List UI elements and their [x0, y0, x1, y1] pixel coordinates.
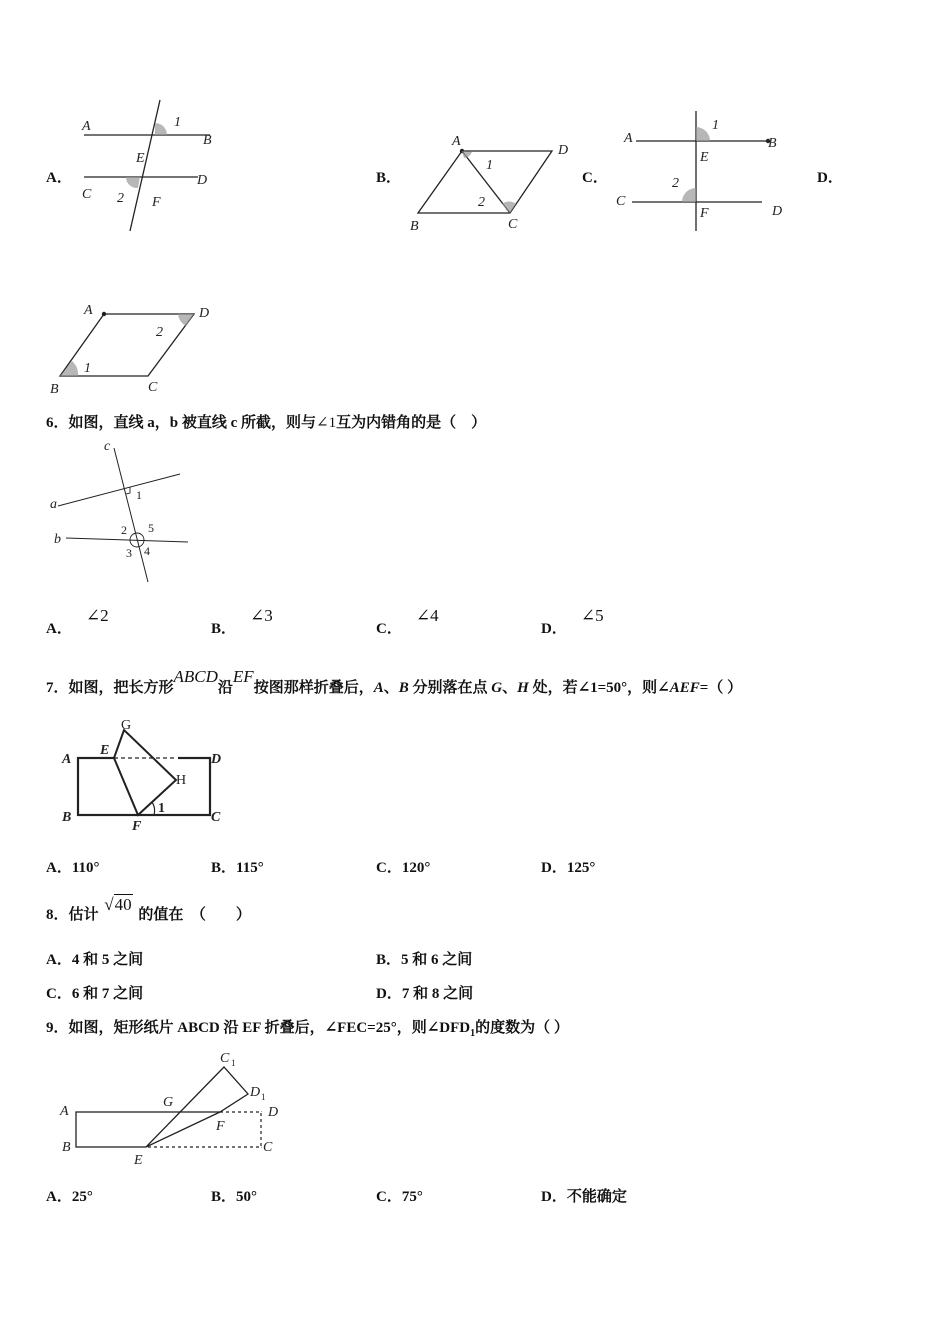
q5-option-b-label: B． [376, 170, 402, 186]
svg-text:B: B [768, 136, 777, 151]
svg-text:a: a [50, 497, 57, 512]
svg-text:4: 4 [144, 544, 150, 558]
q8-option-a: A．4 和 5 之间 [46, 952, 144, 968]
svg-text:1: 1 [231, 1058, 236, 1068]
q8-question: 8．估计 √40 的值在 （ ） [46, 895, 251, 923]
svg-text:A: A [62, 752, 72, 767]
svg-text:D: D [772, 204, 783, 219]
sqrt-expression: √40 [104, 895, 132, 914]
q9-option-b: B．50° [211, 1189, 258, 1205]
svg-text:G: G [121, 718, 132, 733]
sqrt-sign: √ [104, 895, 114, 914]
q7-option-b: B．115° [211, 860, 264, 876]
svg-text:1: 1 [261, 1092, 266, 1102]
svg-text:E: E [100, 743, 110, 758]
q8-option-c: C．6 和 7 之间 [46, 986, 144, 1002]
svg-text:C: C [616, 194, 626, 209]
svg-text:2: 2 [156, 325, 163, 340]
q7-figure [56, 714, 236, 836]
q5-figure-a [70, 95, 230, 235]
svg-text:1: 1 [136, 488, 142, 502]
svg-text:F: F [216, 1119, 225, 1134]
q9-option-a: A．25° [46, 1189, 93, 1205]
svg-text:3: 3 [126, 546, 132, 560]
svg-text:D: D [250, 1085, 261, 1100]
svg-text:1: 1 [174, 115, 181, 130]
q5-option-d-label: D． [817, 170, 843, 186]
svg-text:F: F [132, 819, 142, 834]
svg-text:A: A [452, 134, 461, 149]
svg-text:1: 1 [486, 158, 493, 173]
svg-text:D: D [211, 752, 222, 767]
svg-text:1: 1 [158, 801, 165, 816]
svg-text:A: A [60, 1104, 69, 1119]
svg-text:2: 2 [121, 523, 127, 537]
svg-text:E: E [136, 151, 145, 166]
q6-figure [46, 436, 206, 586]
svg-text:C: C [220, 1051, 230, 1066]
svg-text:E: E [134, 1153, 143, 1168]
svg-text:C: C [508, 217, 518, 232]
svg-text:c: c [104, 439, 111, 454]
svg-text:2: 2 [117, 191, 124, 206]
svg-text:F: F [152, 195, 161, 210]
svg-text:D: D [268, 1105, 279, 1120]
svg-text:A: A [84, 303, 93, 318]
q9-option-d: D．不能确定 [541, 1189, 627, 1205]
svg-text:F: F [700, 206, 709, 221]
svg-text:B: B [62, 1140, 71, 1155]
svg-text:B: B [410, 219, 419, 234]
svg-text:D: D [197, 173, 208, 188]
svg-text:A: A [624, 131, 633, 146]
q5-figure-d [44, 298, 224, 398]
q9-option-c: C．75° [376, 1189, 423, 1205]
q6-option-b: B．∠3 [211, 606, 273, 637]
q7-question: 7．如图，把长方形ABCD沿EF按图那样折叠后，A、B 分别落在点 G、H 处，若∠1=50°，则∠AEF=（ ） [46, 667, 743, 696]
svg-text:D: D [199, 306, 210, 321]
svg-text:B: B [62, 810, 72, 825]
q8-option-b: B．5 和 6 之间 [376, 952, 473, 968]
q6-option-d: D．∠5 [541, 606, 604, 637]
q5-figure-b [402, 128, 582, 238]
q5-option-a-label: A． [46, 170, 72, 186]
q6-question: 6．如图，直线 a，b 被直线 c 所截，则与∠1互为内错角的是（ ） [46, 415, 487, 431]
svg-text:H: H [176, 773, 187, 788]
svg-text:G: G [163, 1095, 174, 1110]
svg-text:E: E [700, 150, 709, 165]
q6-option-a: A．∠2 [46, 606, 109, 637]
svg-text:C: C [263, 1140, 273, 1155]
q9-question: 9．如图，矩形纸片 ABCD 沿 EF 折叠后，∠FEC=25°，则$\angle DFD_1$的度数为（ ） [46, 1020, 569, 1039]
svg-text:b: b [54, 532, 61, 547]
svg-text:1: 1 [712, 118, 719, 133]
svg-text:1: 1 [84, 361, 91, 376]
q7-option-a: A．110° [46, 860, 100, 876]
svg-text:D: D [558, 143, 569, 158]
q7-option-c: C．120° [376, 860, 431, 876]
q6-option-c: C．∠4 [376, 606, 439, 637]
q5-figure-c [610, 105, 800, 235]
svg-text:2: 2 [672, 176, 679, 191]
q5-option-c-label: C． [582, 170, 608, 186]
svg-text:5: 5 [148, 521, 154, 535]
svg-text:A: A [82, 119, 91, 134]
svg-text:C: C [211, 810, 221, 825]
svg-text:B: B [50, 382, 59, 397]
svg-text:C: C [148, 380, 158, 395]
q8-option-d: D．7 和 8 之间 [376, 986, 474, 1002]
q9-figure [56, 1044, 296, 1166]
q7-option-d: D．125° [541, 860, 596, 876]
svg-text:C: C [82, 187, 92, 202]
svg-text:2: 2 [478, 195, 485, 210]
svg-text:B: B [203, 133, 212, 148]
